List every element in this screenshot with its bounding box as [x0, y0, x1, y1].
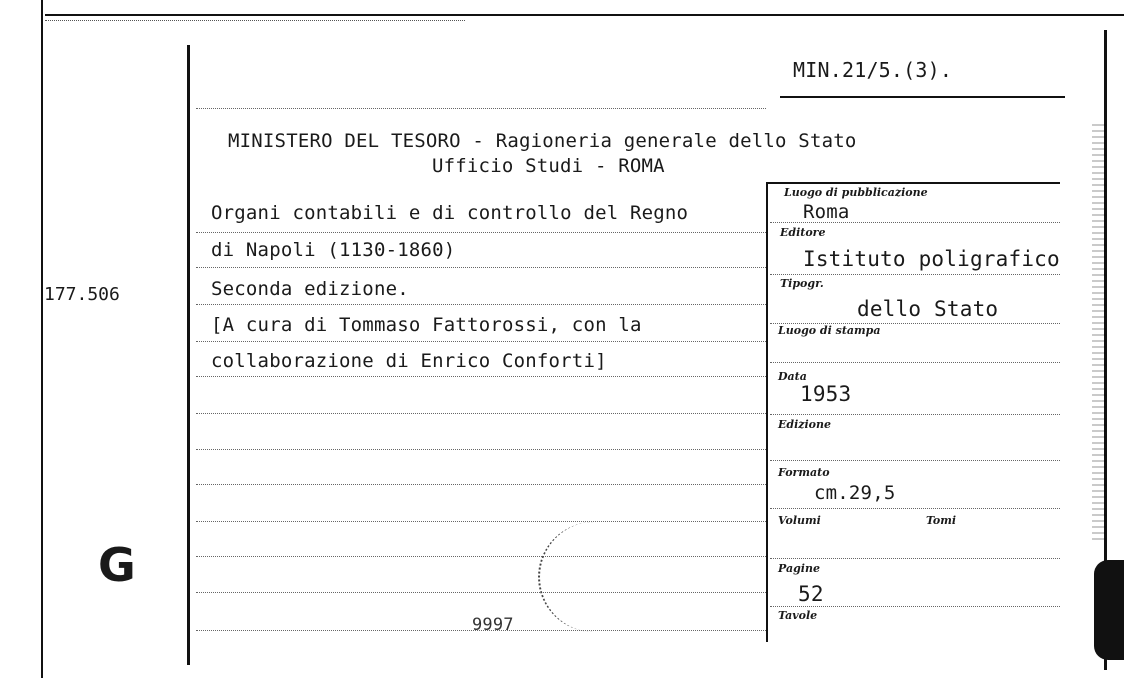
ruling-line: [770, 606, 1060, 607]
inventory-number: 177.506: [44, 284, 120, 305]
title-line: [A cura di Tommaso Fattorossi, con la: [211, 314, 642, 336]
plates-label: Tavole: [778, 609, 818, 622]
title-line: Seconda edizione.: [211, 278, 409, 300]
card-right-scan-noise: [1092, 120, 1106, 540]
title-line: Organi contabili e di controllo del Regno: [211, 202, 689, 224]
ruling-line: [770, 558, 1060, 559]
ruling-line: [770, 274, 1060, 275]
ruling-line: [196, 556, 766, 557]
place-label: Luogo di pubblicazione: [784, 186, 928, 199]
date-value: 1953: [800, 382, 852, 406]
ruling-line: [770, 222, 1060, 223]
tomes-label: Tomi: [926, 514, 957, 527]
ruling-line: [196, 449, 766, 450]
ruling-line: [196, 232, 766, 233]
ruling-line: [196, 341, 766, 342]
volumes-label: Volumi: [778, 514, 821, 527]
ruling-line: [770, 362, 1060, 363]
pages-label: Pagine: [778, 562, 820, 575]
ruling-line: [196, 592, 766, 593]
ruling-line: [770, 414, 1060, 415]
print-place-label: Luogo di stampa: [778, 324, 881, 337]
pages-value: 52: [798, 582, 824, 606]
ruling-line: [196, 521, 766, 522]
publisher-label: Editore: [780, 226, 826, 239]
stamp-number: 9997: [472, 615, 514, 635]
author-line-1: MINISTERO DEL TESORO - Ragioneria generale dello Stato: [228, 130, 857, 152]
title-line: di Napoli (1130-1860): [211, 239, 456, 261]
edition-label: Edizione: [778, 418, 832, 431]
ruling-line: [196, 267, 766, 268]
bibliographic-box-border: [766, 182, 768, 642]
author-line-2: Ufficio Studi - ROMA: [432, 155, 665, 177]
format-value: cm.29,5: [814, 482, 896, 504]
ruling-line: [196, 413, 766, 414]
ruling-line: [196, 108, 766, 109]
printer-label: Tipogr.: [780, 277, 824, 290]
title-line: collaborazione di Enrico Conforti]: [211, 350, 607, 372]
publisher-value: Istituto poligrafico: [803, 247, 1060, 271]
card-left-edge: [41, 0, 43, 678]
shelfmark-underline: [780, 96, 1065, 98]
collection-letter: G: [98, 538, 136, 592]
place-value: Roma: [803, 201, 850, 223]
shelfmark: MIN.21/5.(3).: [793, 58, 953, 82]
format-label: Formato: [778, 466, 830, 479]
ruling-line: [770, 460, 1060, 461]
ruling-line: [196, 484, 766, 485]
printer-value: dello Stato: [857, 297, 999, 321]
card-top-dotted-edge: [45, 20, 465, 21]
ruling-line: [770, 508, 1060, 509]
bibliographic-box-top: [766, 182, 1060, 184]
card-top-edge: [45, 14, 1124, 16]
ruling-line: [196, 376, 766, 377]
date-label: Data: [778, 370, 807, 383]
card-margin-line: [187, 45, 190, 665]
card-right-binding-mark: [1094, 560, 1124, 660]
ruling-line: [196, 304, 766, 305]
library-stamp-arc: [538, 522, 650, 632]
